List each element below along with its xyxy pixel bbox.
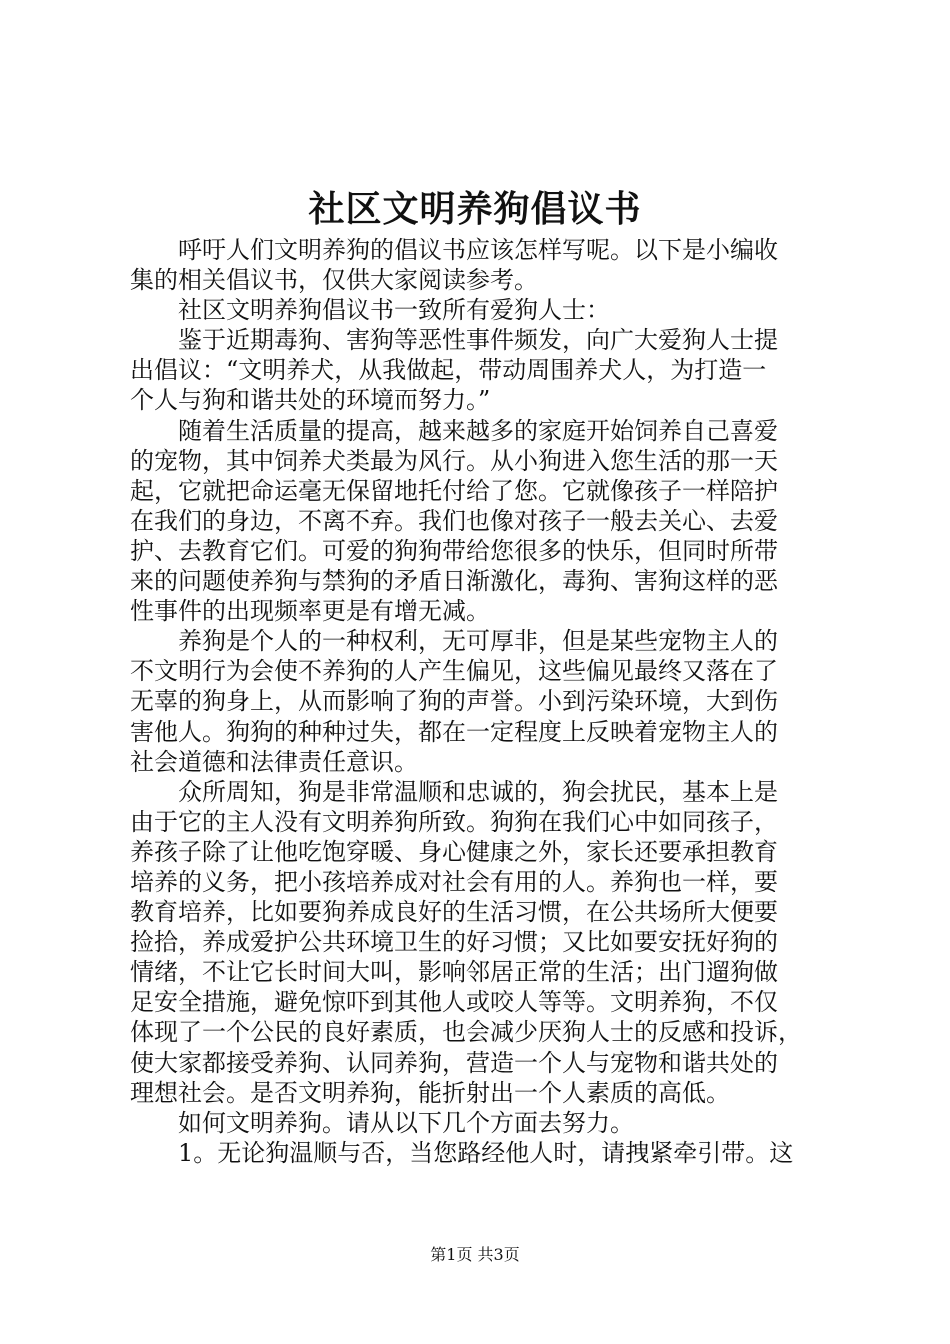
body-line: 理想社会。是否文明养狗，能折射出一个人素质的高低。 [130,1078,730,1107]
body-line: 体现了一个公民的良好素质，也会减少厌狗人士的反感和投诉， [130,1018,802,1047]
body-line: 使大家都接受养狗、认同养狗，营造一个人与宠物和谐共处的 [130,1048,778,1077]
body-line: 养狗是个人的一种权利，无可厚非，但是某些宠物主人的 [130,627,778,656]
body-line: 在我们的身边，不离不弃。我们也像对孩子一般去关心、去爱 [130,506,778,535]
body-line: 的宠物，其中饲养犬类最为风行。从小狗进入您生活的那一天 [130,446,778,475]
body-line: 养孩子除了让他吃饱穿暖、身心健康之外，家长还要承担教育 [130,837,778,866]
body-line: 呼吁人们文明养狗的倡议书应该怎样写呢。以下是小编收 [130,236,778,264]
body-line: 足安全措施，避免惊吓到其他人或咬人等等。文明养狗，不仅 [130,988,778,1017]
body-line: 捡拾，养成爱护公共环境卫生的好习惯；又比如要安抚好狗的 [130,928,778,957]
body-line: 如何文明养狗。请从以下几个方面去努力。 [130,1108,634,1137]
body-line: 集的相关倡议书，仅供大家阅读参考。 [130,266,538,295]
body-line: 情绪，不让它长时间大叫，影响邻居正常的生活；出门遛狗做 [130,958,778,987]
body-line: 性事件的出现频率更是有增无减。 [130,597,490,626]
body-line: 来的问题使养狗与禁狗的矛盾日渐激化，毒狗、害狗这样的恶 [130,567,778,596]
body-line: 社会道德和法律责任意识。 [130,747,418,776]
body-line: 教育培养，比如要狗养成良好的生活习惯，在公共场所大便要 [130,898,778,927]
body-line: 社区文明养狗倡议书一致所有爱狗人士： [130,296,610,325]
body-line: 不文明行为会使不养狗的人产生偏见，这些偏见最终又落在了 [130,657,778,686]
body-line: 随着生活质量的提高，越来越多的家庭开始饲养自己喜爱 [130,416,778,445]
body-line: 起，它就把命运毫无保留地托付给了您。它就像孩子一样陪护 [130,476,778,505]
body-line: 鉴于近期毒狗、害狗等恶性事件频发，向广大爱狗人士提 [130,326,778,355]
document-body [130,235,830,1168]
body-line: 1。无论狗温顺与否，当您路经他人时，请拽紧牵引带。这 [130,1138,794,1167]
body-line: 由于它的主人没有文明养狗所致。狗狗在我们心中如同孩子， [130,807,778,836]
body-line: 无辜的狗身上，从而影响了狗的声誉。小到污染环境，大到伤 [130,687,778,716]
body-line: 培养的义务，把小孩培养成对社会有用的人。养狗也一样，要 [130,867,778,896]
body-line: 害他人。狗狗的种种过失，都在一定程度上反映着宠物主人的 [130,717,778,746]
body-line: 个人与狗和谐共处的环境而努力。” [130,386,491,415]
page-number-footer: 第1页 共3页 [430,1245,520,1264]
document-title: 社区文明养狗倡议书 [308,188,642,230]
body-line: 出倡议：“文明养犬，从我做起，带动周围养犬人，为打造一 [130,356,767,385]
body-line: 众所周知，狗是非常温顺和忠诚的，狗会扰民，基本上是 [130,777,778,806]
body-line: 护、去教育它们。可爱的狗狗带给您很多的快乐，但同时所带 [130,536,778,565]
